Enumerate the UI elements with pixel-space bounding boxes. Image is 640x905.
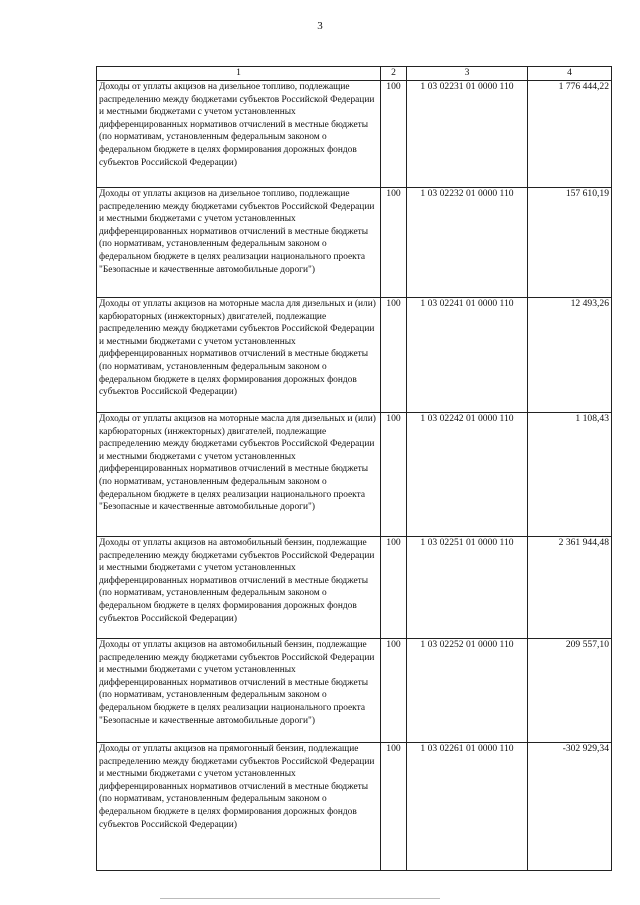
column-header-1: 1 [97, 67, 381, 81]
row-amount: 1 776 444,22 [528, 81, 612, 188]
table-row [97, 298, 612, 413]
scan-edge-line [160, 898, 440, 899]
row-admin-code: 100 [381, 743, 407, 871]
table-row [97, 413, 612, 537]
column-header-2: 2 [381, 67, 407, 81]
row-admin-code: 100 [381, 413, 407, 537]
row-kbk-code: 1 03 02261 01 0000 110 [407, 743, 528, 871]
table-header-row [97, 67, 612, 81]
row-amount: 209 557,10 [528, 639, 612, 743]
row-amount: 157 610,19 [528, 188, 612, 298]
row-description: Доходы от уплаты акцизов на моторные масла для дизельных и (или) карбюраторных (инжекторных) двигателей, подлежащие распределению между бюджетами субъектов Российской Федерации и местными бюджетами с учетом установленных дифференцированных нормативов отчислений в местные бюджеты (по нормативам, установленным федеральным законом о федеральном бюджете в целях реализации национального проекта "Безопасные и качественные автомобильные дороги") [97, 413, 381, 537]
row-kbk-code: 1 03 02251 01 0000 110 [407, 537, 528, 639]
row-amount: 12 493,26 [528, 298, 612, 413]
row-kbk-code: 1 03 02242 01 0000 110 [407, 413, 528, 537]
row-admin-code: 100 [381, 537, 407, 639]
row-description: Доходы от уплаты акцизов на дизельное топливо, подлежащие распределению между бюджетами субъектов Российской Федерации и местными бюджетами с учетом установленных дифференцированных нормативов отчислений в местные бюджеты (по нормативам, установленным федеральным законом о федеральном бюджете в целях формирования дорожных фондов субъектов Российской Федерации) [97, 81, 381, 188]
row-admin-code: 100 [381, 298, 407, 413]
row-description: Доходы от уплаты акцизов на прямогонный бензин, подлежащие распределению между бюджетами субъектов Российской Федерации и местными бюджетами с учетом установленных дифференцированных нормативов отчислений в местные бюджеты (по нормативам, установленным федеральным законом о федеральном бюджете в целях формирования дорожных фондов субъектов Российской Федерации) [97, 743, 381, 871]
row-description: Доходы от уплаты акцизов на моторные масла для дизельных и (или) карбюраторных (инжекторных) двигателей, подлежащие распределению между бюджетами субъектов Российской Федерации и местными бюджетами с учетом установленных дифференцированных нормативов отчислений в местные бюджеты (по нормативам, установленным федеральным законом о федеральном бюджете в целях формирования дорожных фондов субъектов Российской Федерации) [97, 298, 381, 413]
row-admin-code: 100 [381, 639, 407, 743]
table-row [97, 188, 612, 298]
table-row [97, 743, 612, 871]
table-row [97, 537, 612, 639]
row-description: Доходы от уплаты акцизов на автомобильный бензин, подлежащие распределению между бюджетами субъектов Российской Федерации и местными бюджетами с учетом установленных дифференцированных нормативов отчислений в местные бюджеты (по нормативам, установленным федеральным законом о федеральном бюджете в целях формирования дорожных фондов субъектов Российской Федерации) [97, 537, 381, 639]
row-amount: 2 361 944,48 [528, 537, 612, 639]
table-row [97, 639, 612, 743]
row-amount: -302 929,34 [528, 743, 612, 871]
page-number: 3 [317, 20, 323, 32]
row-kbk-code: 1 03 02231 01 0000 110 [407, 81, 528, 188]
column-header-3: 3 [407, 67, 528, 81]
row-kbk-code: 1 03 02232 01 0000 110 [407, 188, 528, 298]
row-kbk-code: 1 03 02252 01 0000 110 [407, 639, 528, 743]
budget-revenue-table [96, 66, 612, 871]
column-header-4: 4 [528, 67, 612, 81]
row-admin-code: 100 [381, 188, 407, 298]
row-kbk-code: 1 03 02241 01 0000 110 [407, 298, 528, 413]
row-description: Доходы от уплаты акцизов на автомобильный бензин, подлежащие распределению между бюджетами субъектов Российской Федерации и местными бюджетами с учетом установленных дифференцированных нормативов отчислений в местные бюджеты (по нормативам, установленным федеральным законом о федеральном бюджете в целях реализации национального проекта "Безопасные и качественные автомобильные дороги") [97, 639, 381, 743]
table-row [97, 81, 612, 188]
row-description: Доходы от уплаты акцизов на дизельное топливо, подлежащие распределению между бюджетами субъектов Российской Федерации и местными бюджетами с учетом установленных дифференцированных нормативов отчислений в местные бюджеты (по нормативам, установленным федеральным законом о федеральном бюджете в целях реализации национального проекта "Безопасные и качественные автомобильные дороги") [97, 188, 381, 298]
row-admin-code: 100 [381, 81, 407, 188]
row-amount: 1 108,43 [528, 413, 612, 537]
